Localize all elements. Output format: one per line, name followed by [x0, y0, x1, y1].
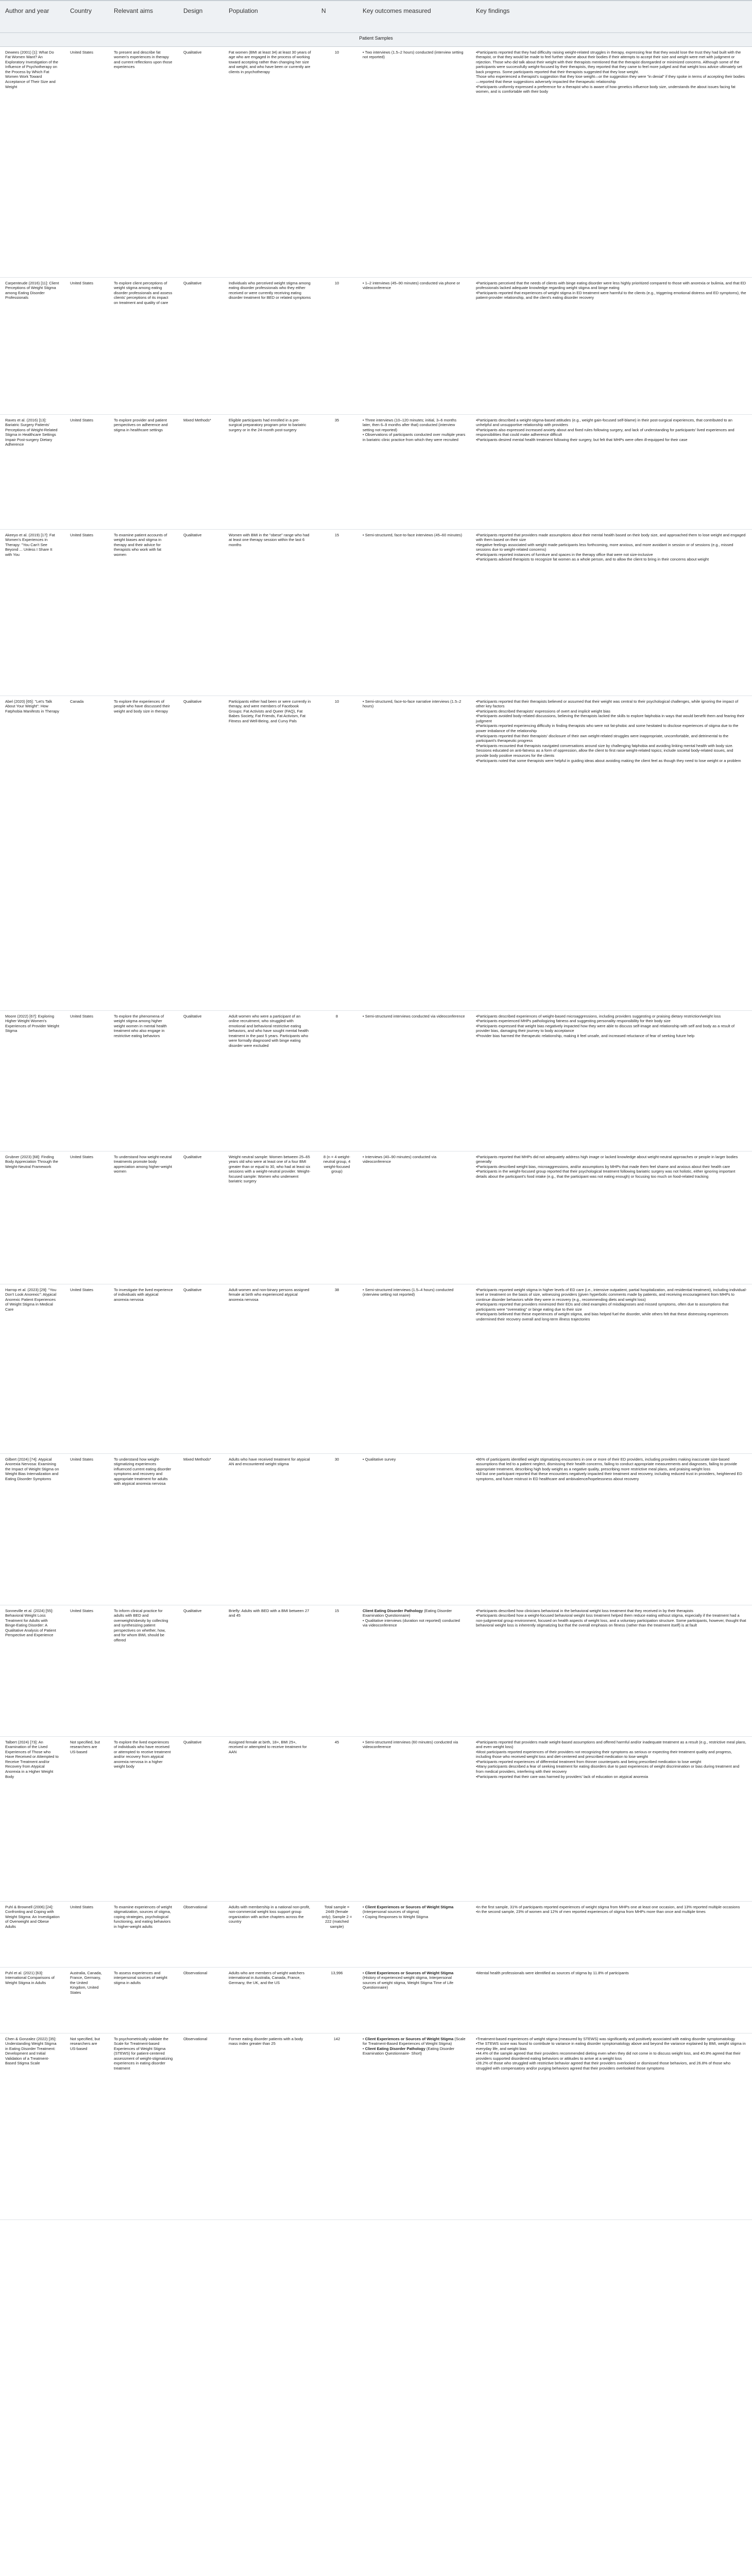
col-header-aims: Relevant aims: [109, 1, 178, 32]
cell-population: Adult women who were a participant of an online recruitment, who struggled with emotional and behavioral restrictive eating behaviors, and who have sought mental health treatment in the past 5 years. Participants who were formally diagnosed with binge eating disorder were excluded: [224, 1010, 316, 1151]
cell-design: Mixed Methods*: [178, 414, 224, 529]
col-header-population: Population: [224, 1, 316, 32]
cell-population: Weight neutral sample: Women between 25–65 years old who were at least one of a four BMI greater than or equal to 30, who had at least six sessions with a weight-neutral provider. Weight-focused sample: Women who underwent bariatric surgery: [224, 1151, 316, 1284]
finding-item: •In the first sample, 31% of participants reported experiences of weight stigma from MHPs one at least one occasion, and 13% reported multiple occasions: [476, 1904, 740, 1909]
cell-aims: To investigate the lived experience of individuals with atypical anorexia nervosa: [109, 1284, 178, 1453]
cell-population: Fat women (BMI at least 34) at least 30 years of age who are engaged in the process of working toward accepting rather than changing her size and weight, and who have been or currently are clients in psychotherapy: [224, 46, 316, 277]
cell-country: United States: [65, 529, 109, 696]
cell-outcomes: [357, 1453, 471, 1605]
cell-design: Qualitative: [178, 1284, 224, 1453]
table-row: [0, 1151, 752, 1284]
cell-aims: To explore the experiences of people who have discussed their weight and body size in therapy: [109, 696, 178, 1010]
col-header-outcomes: Key outcomes measured: [357, 1, 471, 32]
finding-item: •Participants reported experiences of differential treatment from thinner counterparts and being prescribed medication to lose weight: [476, 1759, 702, 1764]
table-row: [0, 696, 752, 1010]
cell-outcomes: [357, 1736, 471, 1901]
finding-item: •Participants described therapists' expressions of overt and implicit weight bias: [476, 708, 610, 714]
cell-outcomes: [357, 1605, 471, 1736]
cell-n: 10: [316, 46, 357, 277]
cell-n: 142: [316, 2033, 357, 2219]
cell-design: Qualitative: [178, 1605, 224, 1736]
cell-findings: [471, 696, 752, 1010]
table-row: [0, 2033, 752, 2219]
finding-item: •Participants in the weight-focused group reported that their psychological treatment following bariatric surgery was not holistic, either ignoring important details about the participant's food intake (e.g., that the participant was not eating enough) or focusing too much on food-related tracking: [476, 1169, 736, 1179]
finding-item: •Participants reported that their therapists believed or assumed that their weight was central to their psychological challenges, while ignoring the impact of other key factors: [476, 699, 739, 709]
cell-author: Dewees (2001) [1]: What Do Fat Women Want? An Exploratory Investigation of the Influence of Psychotherapy on the Process by Which Fat Women Work Toward Acceptance of Their Size and Weight: [0, 46, 65, 277]
table-row: [0, 1453, 752, 1605]
cell-aims: To assess experiences and interpersonal sources of weight stigma in adults: [109, 1967, 178, 2033]
cell-author: Abel (2020) [65]: "Let's Talk About Your Weight": How Fatphobia Manifests in Therapy: [0, 696, 65, 1010]
cell-design: Observational: [178, 1901, 224, 1967]
outcome-item: • Semi-structured interviews (1.5–4 hours) conducted (interview setting not reported): [363, 1287, 454, 1297]
cell-design: Qualitative: [178, 46, 224, 277]
cell-n: 8: [316, 1010, 357, 1151]
cell-country: Canada: [65, 696, 109, 1010]
col-header-findings: Key findings: [471, 1, 752, 32]
cell-findings: [471, 1736, 752, 1901]
cell-aims: To examine experiences of weight stigmatization, sources of stigma, coping strategies, psychological functioning, and eating behaviors in higher-weight adults: [109, 1901, 178, 1967]
cell-design: Qualitative: [178, 1736, 224, 1901]
cell-n: 15: [316, 1605, 357, 1736]
outcome-item: • Semi-structured, face-to-face interviews (45–60 minutes): [363, 532, 463, 537]
cell-country: United States: [65, 1901, 109, 1967]
cell-aims: To present and describe fat women's experiences in therapy and current reflections upon those experiences: [109, 46, 178, 277]
table-row: [0, 1736, 752, 1901]
outcome-item: • Coping Responses to Weight Stigma: [363, 1914, 429, 1919]
cell-country: Australia, Canada, France, Germany, the United Kingdom, United States: [65, 1967, 109, 2033]
cell-author: Raves et al. (2016) [13]: Bariatric Surgery Patients' Perceptions of Weight-Related Stigma in Healthcare Settings Impair Post-surgery Dietary Adherence: [0, 414, 65, 529]
cell-country: United States: [65, 1284, 109, 1453]
finding-item: •Participants reported that MHPs did not adequately address high image or lacked knowledge about weight-neutral approaches or people in larger bodies generally: [476, 1154, 738, 1164]
table-header: [0, 1, 752, 32]
cell-outcomes: [357, 1901, 471, 1967]
cell-n: Total sample = 2449 (female only); Sample 2 = 222 (matched sample): [316, 1901, 357, 1967]
cell-findings: [471, 2033, 752, 2219]
cell-aims: To explore the lived experiences of individuals who have received or attempted to receive treatment and/or recovery from atypical anorexia nervosa in a higher weight body: [109, 1736, 178, 1901]
cell-author: Puhl & Brownell (2006) [24]: Confronting and Coping with Weight Stigma: An Investigation of Overweight and Obese Adults: [0, 1901, 65, 1967]
cell-outcomes: [357, 2033, 471, 2219]
cell-population: Assigned female at birth, 18+, BMI 25+, received or attempted to receive treatment for AAN: [224, 1736, 316, 1901]
cell-outcomes: [357, 696, 471, 1010]
table-row: [0, 1010, 752, 1151]
cell-author: Moore (2022) [67]: Exploring Higher Weight Women's Experiences of Provider Weight Stigma: [0, 1010, 65, 1151]
cell-population: Adults who have received treatment for atypical AN and encountered weight stigma: [224, 1453, 316, 1605]
cell-country: United States: [65, 1010, 109, 1151]
outcome-item: • Client Experiences or Sources of Weight Stigma (Interpersonal sources of stigma): [363, 1904, 454, 1914]
cell-design: Observational: [178, 1967, 224, 2033]
finding-item: •Participants believed that these experiences of weight stigma, and bias helped fuel the disorder, while others felt that these distressing experiences undermined their recovery overall and long-term illness trajectories: [476, 1312, 728, 1322]
cell-author: Chen & Gonzalez (2022) [35]: Understanding Weight Stigma in Eating Disorder Treatment: Development and Initial Validation of a Treatment-Based Stigma Scale: [0, 2033, 65, 2219]
finding-item: •Participants recounted that therapists navigated conversations around size by challenging fatphobia and avoiding linking mental health with body size. Sessions educated on anti-fatness as a form of oppression, allow the client to first raise weight-related topics; include societal body-related issues, and provide body positive resources for the clients: [476, 743, 733, 758]
cell-n: 13,996: [316, 1967, 357, 2033]
cell-outcomes: [357, 1010, 471, 1151]
section-label: Patient Samples: [0, 32, 752, 46]
cell-aims: To examine patient accounts of weight biases and stigma in therapy and their advice for therapists who work with fat women: [109, 529, 178, 696]
finding-item: •Participants also expressed increased anxiety about and fixed rules following surgery, and lack of understanding for participants' lived experiences and responsibilities that could make adherence difficult: [476, 427, 734, 437]
finding-item: •Participants described a weight-stigma-based attitudes (e.g., weight gain-focused self-blame) in their post-surgical experiences, that contributed to an unhelpful and unsupportive relationship with providers: [476, 417, 732, 428]
finding-item: •Participants reported that their therapists' disclosure of their own weight-related struggles were inappropriate, uncomfortable, and detrimental to the participant's therapeutic progress: [476, 733, 729, 743]
outcome-item: • Client Eating Disorder Pathology (Eating Disorder Examination Questionnaire- Short): [363, 2046, 455, 2056]
cell-country: United States: [65, 1453, 109, 1605]
outcome-item: • Semi-structured, face-to-face narrative interviews (1.5–2 hours): [363, 699, 462, 709]
finding-item: •Participants described experiences of weight-based microaggressions, including providers suggesting or praising dietary restriction/weight loss: [476, 1013, 721, 1019]
finding-item: •Participants described how clinicians behavioral in the behavioral weight loss treatment that they received in by their therapists: [476, 1608, 694, 1613]
cell-population: Adults with membership in a national non-profit, non-commercial weight loss support group organization with active chapters across the country: [224, 1901, 316, 1967]
cell-n: 8 (n = 4 weight-neutral group, 4 weight-focused group): [316, 1151, 357, 1284]
cell-aims: To psychometrically validate the Scale for Treatment-based Experiences of Weight Stigma (STEWS) for patient-centered assessment of weight-stigmatizing experiences in eating disorder treatment: [109, 2033, 178, 2219]
cell-author: Talbert (2024) [73]: An Examination of the Lived Experiences of Those who Have Received or Attempted to Receive Treatment and/or Recovery from Atypical Anorexia in a Higher Weight Body: [0, 1736, 65, 1901]
finding-item: •Participants noted that some therapists were helpful in guiding ideas about avoiding making the client feel as though they need to lose weight or a problem: [476, 758, 741, 763]
finding-item: •Most participants reported experiences of their providers not recognizing their symptoms as serious or expecting their treatment quality and progress, including those who received weight loss and diet-centered and prescribed medication to lose weight: [476, 1749, 732, 1759]
cell-findings: [471, 46, 752, 277]
finding-item: •Participants reported weight stigma in higher levels of ED care (i.e., intensive outpatient, partial hospitalization, and residential treatment), including individual-level or treatment on the basis of size, witnessing providers (given hyperbolic comments made by patients, and receiving encouragement from MHPs to continue disorder behaviors while they were in recovery (e.g., recommending diets and weight loss): [476, 1287, 747, 1302]
finding-item: •Treatment-based experiences of weight stigma (measured by STEWS) was significantly and positively associated with eating disorder symptomatology: [476, 2036, 735, 2041]
outcome-item: • Qualitative interviews (duration not reported) conducted via videoconference: [363, 1618, 460, 1628]
cell-n: 45: [316, 1736, 357, 1901]
finding-item: •86% of participants identified weight stigmatizing encounters in one or more of their ED providers, including providers making inaccurate size-based assumptions that led to a patient neglect, dismissing their health concerns, failing to conduct appropriate measurements and diagnoses, failing to provide appropriate treatment, describing high body weight as a negative quality, prescribing more restrictive meal plans, and praising weight loss: [476, 1456, 737, 1471]
cell-aims: To understand how weight-neutral treatments promote body appreciation among higher-weight women: [109, 1151, 178, 1284]
cell-findings: [471, 1967, 752, 2033]
cell-findings: [471, 1284, 752, 1453]
cell-aims: To explore the phenomena of weight stigma among higher weight women in mental health treatment who also engage in restrictive eating behaviors: [109, 1010, 178, 1151]
table-row: [0, 414, 752, 529]
cell-design: Qualitative: [178, 277, 224, 414]
finding-item: •Participants reported that providers minimized their EDs and cited examples of misdiagnoses and missed symptoms, often due to assumptions that participants were "overeating" or binge eating due to their size: [476, 1302, 729, 1312]
table-row: [0, 46, 752, 277]
cell-country: United States: [65, 414, 109, 529]
col-header-design: Design: [178, 1, 224, 32]
cell-outcomes: [357, 277, 471, 414]
table-row: [0, 1901, 752, 1967]
cell-population: Adults who are members of weight watchers international in Australia, Canada, France, Germany, the UK, and the US: [224, 1967, 316, 2033]
outcome-item: • Semi-structured interviews conducted via videoconference: [363, 1013, 465, 1019]
finding-item: •Participants reported instances of furniture and spaces in the therapy office that were not size-inclusive: [476, 552, 653, 557]
cell-outcomes: [357, 414, 471, 529]
finding-item: •Mental health professionals were identified as sources of stigma by 11.8% of participants: [476, 1970, 629, 1975]
cell-n: 35: [316, 414, 357, 529]
cell-design: Mixed Methods*: [178, 1453, 224, 1605]
section-row: [0, 32, 752, 46]
finding-item: •Many participants described a fear of seeking treatment for eating disorders due to past experiences of weight discrimination or bias during treatment and from medical providers, interfering with their recovery: [476, 1764, 740, 1774]
cell-population: Former eating disorder patients with a body mass index greater than 25: [224, 2033, 316, 2219]
cell-design: Qualitative: [178, 1151, 224, 1284]
cell-outcomes: [357, 529, 471, 696]
cell-country: United States: [65, 46, 109, 277]
cell-aims: To explore provider and patient perspectives on adherence and stigma in healthcare settings: [109, 414, 178, 529]
cell-author: Puhl et al. (2021) [63]: International Comparisons of Weight Stigma in Adults: [0, 1967, 65, 2033]
finding-item: •Participants reported that providers made weight-based assumptions and offered harmful and/or inadequate treatment as a result (e.g., restrictive meal plans, and even weight loss): [476, 1739, 746, 1750]
cell-design: Qualitative: [178, 696, 224, 1010]
cell-country: United States: [65, 1151, 109, 1284]
cell-outcomes: [357, 46, 471, 277]
col-header-n: N: [316, 1, 357, 32]
outcome-item: Client Eating Disorder Pathology (Eating Disorder Examination Questionnaire): [363, 1608, 452, 1618]
finding-item: •Participants avoided body-related discussions, believing the therapists lacked the skills to explore fatphobia in ways that would benefit them and fearing their judgment: [476, 714, 745, 723]
finding-item: •The STEWS score was found to contribute to variance in eating disorder symptomatology above and beyond the variance explained by BMI, weight stigma in everyday life, and weight bias: [476, 2041, 746, 2051]
outcome-item: • Semi-structured interviews (60 minutes) conducted via videoconference: [363, 1739, 458, 1750]
table-row: [0, 1284, 752, 1453]
finding-item: •28.2% of those who struggled with restrictive behavior agreed that their providers overlooked or dismissed those behaviors, and 26.8% of those who struggled with compensatory and/or purging behaviors agreed that their providers overlooked those symptoms: [476, 2061, 731, 2071]
outcome-item: • Observations of participants conducted over multiple years in bariatric clinic practice from which they were recruited: [363, 432, 466, 442]
cell-n: 30: [316, 1453, 357, 1605]
cell-author: Harrop et al. (2023) [29]: "You Don't Look Anorexic": Atypical Anorexic Patient Experiences of Weight Stigma in Medical Care: [0, 1284, 65, 1453]
cell-outcomes: [357, 1151, 471, 1284]
cell-n: 10: [316, 277, 357, 414]
cell-n: 15: [316, 529, 357, 696]
finding-item: •Participants described how a weight-focused behavioral weight loss treatment helped them reduce eating without stigma, especially if the treatment had a non-judgmental group environment, focused on health aspects of weight loss, and a voluntary participation structure. Some participants, however, thought that behavioral weight loss is inherently stigmatizing but that the overall emphasis on fitness (rather than the treatment itself) is at fault: [476, 1613, 746, 1628]
outcome-item: • Two interviews (1.5–2 hours) conducted (interview setting not reported): [363, 49, 464, 60]
cell-design: Qualitative: [178, 529, 224, 696]
cell-population: Briefly: Adults with BED with a BMI between 27 and 45: [224, 1605, 316, 1736]
outcome-item: • Client Experiences or Sources of Weight Stigma (History of experienced weight stigma, Interpersonal sources of weight stigma, Weight Stigma Time of Life Questionnaire): [363, 1970, 454, 1990]
col-header-country: Country: [65, 1, 109, 32]
cell-country: Not specified, but researchers are US-based: [65, 2033, 109, 2219]
table-row: [0, 529, 752, 696]
table-row: [0, 277, 752, 414]
cell-n: 38: [316, 1284, 357, 1453]
finding-item: •Participants expressed that weight bias negatively impacted how they were able to discuss self-image and relationship with self and body as a result of provider bias, damaging their journey to body acceptance: [476, 1023, 735, 1033]
cell-n: 10: [316, 696, 357, 1010]
cell-design: Qualitative: [178, 1010, 224, 1151]
finding-item: •Participants described weight bias, microaggressions, and/or assumptions by MHPs that made them feel shame and anxious about their health care: [476, 1164, 730, 1169]
cell-findings: [471, 1901, 752, 1967]
cell-author: Gilbert (2024) [74]: Atypical Anorexia Nervosa: Examining the Impact of Weight Stigma on Weight Bias Internalization and Eating Disorder Symptoms: [0, 1453, 65, 1605]
cell-population: Participants either had been or were currently in therapy, and were members of Facebook Groups: Fat Activists and Queer (FAQ), Fat Babes Society, Fat Friends, Fat Activism, Fat Fitness and Well-Being, and Curvy Pals: [224, 696, 316, 1010]
cell-findings: [471, 1151, 752, 1284]
cell-findings: [471, 414, 752, 529]
finding-item: •All but one participant reported that these encounters negatively impacted their treatment and recovery, including reduced trust in providers, heightened ED symptoms, and future mistrust in ED healthcare and ambivalence/hopelessness about recovery: [476, 1471, 742, 1481]
finding-item: •Participants reported that experiences of weight stigma in ED treatment were harmful to the clients (e.g., triggering emotional distress and ED symptoms), the patient-provider relationship, and the client's eating disorder recovery: [476, 290, 746, 300]
finding-item: •Participants reported experiencing difficulty in finding therapists who were not fat-phobic and some hesitated to disclose experiences of stigma due to the power imbalance of the relationship: [476, 723, 739, 734]
cell-population: Adult women and non-binary persons assigned female at birth who experienced atypical anorexia nervosa: [224, 1284, 316, 1453]
cell-country: Not specified, but researchers are US-based: [65, 1736, 109, 1901]
cell-population: Eligible participants had enrolled in a pre-surgical preparatory program prior to bariatric surgery or in the 24-month post-surgery: [224, 414, 316, 529]
cell-population: Individuals who perceived weight stigma among eating disorder professionals who they either received or were currently receiving eating disorder treatment for BED or related symptoms: [224, 277, 316, 414]
outcome-item: • Qualitative survey: [363, 1456, 396, 1462]
cell-findings: [471, 1010, 752, 1151]
cell-outcomes: [357, 1967, 471, 2033]
cell-country: United States: [65, 1605, 109, 1736]
cell-author: Grubner (2023) [68]: Finding Body Appreciation Through the Weight-Neutral Framework: [0, 1151, 65, 1284]
finding-item: •44.4% of the sample agreed that their providers recommended dieting even when they did not come in to discuss weight loss, and 40.8% agreed that their providers supported disordered eating behaviors or attitudes to arrive at a weight loss: [476, 2051, 741, 2061]
cell-aims: To inform clinical practice for adults with BED and overweight/obesity by collecting and synthesizing patient perspectives on whether, how, and for whom BWL should be offered: [109, 1605, 178, 1736]
cell-findings: [471, 529, 752, 696]
table-row: [0, 1967, 752, 2033]
finding-item: •Participants reported that their care was harmed by providers' lack of education on atypical anorexia: [476, 1774, 648, 1779]
cell-outcomes: [357, 1284, 471, 1453]
finding-item: •Participants desired mental health treatment following their surgery, but felt that MHPs were often ill-equipped for their case: [476, 437, 688, 442]
outcome-item: • 1–2 interviews (45–90 minutes) conducted via phone or videoconference: [363, 280, 460, 291]
cell-findings: [471, 277, 752, 414]
cell-author: Akeeyo et al. (2019) [17]: Fat Women's Experiences in Therapy: "You Can't See Beyond ... Unless I Share It with You: [0, 529, 65, 696]
finding-item: •Participants reported that they had difficulty raising weight-related struggles in therapy, expressing fear that they would lose the trust they had built with the therapist, or that they would be made to feel further shame about their bodies if their attempts to accept their size and weight were met with judgment or rejection. Those who did talk about their weight with their therapists mentioned that the therapist disregarded or minimized concerns. Although some of the participants were successfully weight-focused by their therapists, they reported that they came to feel more judged and that weight loss advice ultimately set back progress. Some participants reported that their therapists suggested that they lose weight.: [476, 49, 742, 74]
col-header-author: Author and year: [0, 1, 65, 32]
cell-author: Sonneville et al. (2024) [55]: Behavioral Weight Loss Treatment for Adults with Binge-Eating Disorder: A Qualitative Analysis of Patient Perspective and Experience: [0, 1605, 65, 1736]
finding-item: •In the second sample, 23% of women and 12% of men reported experiences of stigma from MHPs more than once and multiple times: [476, 1909, 706, 1914]
outcome-item: • Three interviews (10–120 minutes; initial, 3–6 months later, then 6–9 months after that) conducted (interview setting not reported): [363, 417, 457, 432]
cell-aims: To understand how weight-stigmatizing experiences influenced current eating disorder symptoms and recovery and appropriate treatment for adults with atypical anorexia nervosa: [109, 1453, 178, 1605]
cell-population: Women with BMI in the "obese" range who had at least one therapy session within the last 6 months: [224, 529, 316, 696]
outcome-item: • Interviews (40–90 minutes) conducted via videoconference: [363, 1154, 437, 1164]
finding-item: •Negative feelings associated with weight made participants less forthcoming, more anxious, and more avoidant in session or of sessions (e.g., missed sessions due to weight-related concerns): [476, 542, 733, 552]
finding-item: Those who experienced a therapist's suggestion that they lose weight—or the suggestion they were "in denial" if they spoke in terms of accepting their bodies—reported that these suggestions adversely impacted the therapeutic relationship: [476, 74, 745, 84]
cell-aims: To explore client perceptions of weight stigma among eating disorder professionals and assess clients' perceptions of its impact on treatment and quality of care: [109, 277, 178, 414]
outcome-item: • Client Experiences or Sources of Weight Stigma (Scale for Treatment-Based Experiences of Weight Stigma): [363, 2036, 466, 2046]
finding-item: •Participants experienced MHPs pathologizing fatness and suggesting personality responsibility for their body size: [476, 1019, 671, 1024]
cell-findings: [471, 1605, 752, 1736]
finding-item: •Provider bias harmed the therapeutic relationship, making it feel unsafe, and increased reluctance of fear of seeking future help: [476, 1033, 695, 1038]
table-row: [0, 1605, 752, 1736]
finding-item: •Participants reported that providers made assumptions about their mental health based on their body size, and approached them to lose weight and engaged with them based on their size: [476, 532, 746, 543]
finding-item: •Participants uniformly expressed a preference for a therapist who is aware of how genetics influence body size, understands the about issues facing fat women, and is comfortable with their body: [476, 84, 736, 94]
table-body: [0, 32, 752, 2219]
finding-item: •Participants perceived that the needs of clients with binge eating disorder were less highly prioritized compared to those with anorexia or bulimia, and that ED professionals lacked adequate knowledge regarding weight stigma and binge eating: [476, 280, 746, 291]
cell-country: United States: [65, 277, 109, 414]
cell-findings: [471, 1453, 752, 1605]
cell-design: Observational: [178, 2033, 224, 2219]
cell-author: Carpenteude (2016) [11]: Client Perceptions of Weight Stigma among Eating Disorder Professionals: [0, 277, 65, 414]
finding-item: •Participants advised therapists to recognize fat women as a whole person, and to allow the client to bring in their concerns about weight: [476, 557, 709, 562]
